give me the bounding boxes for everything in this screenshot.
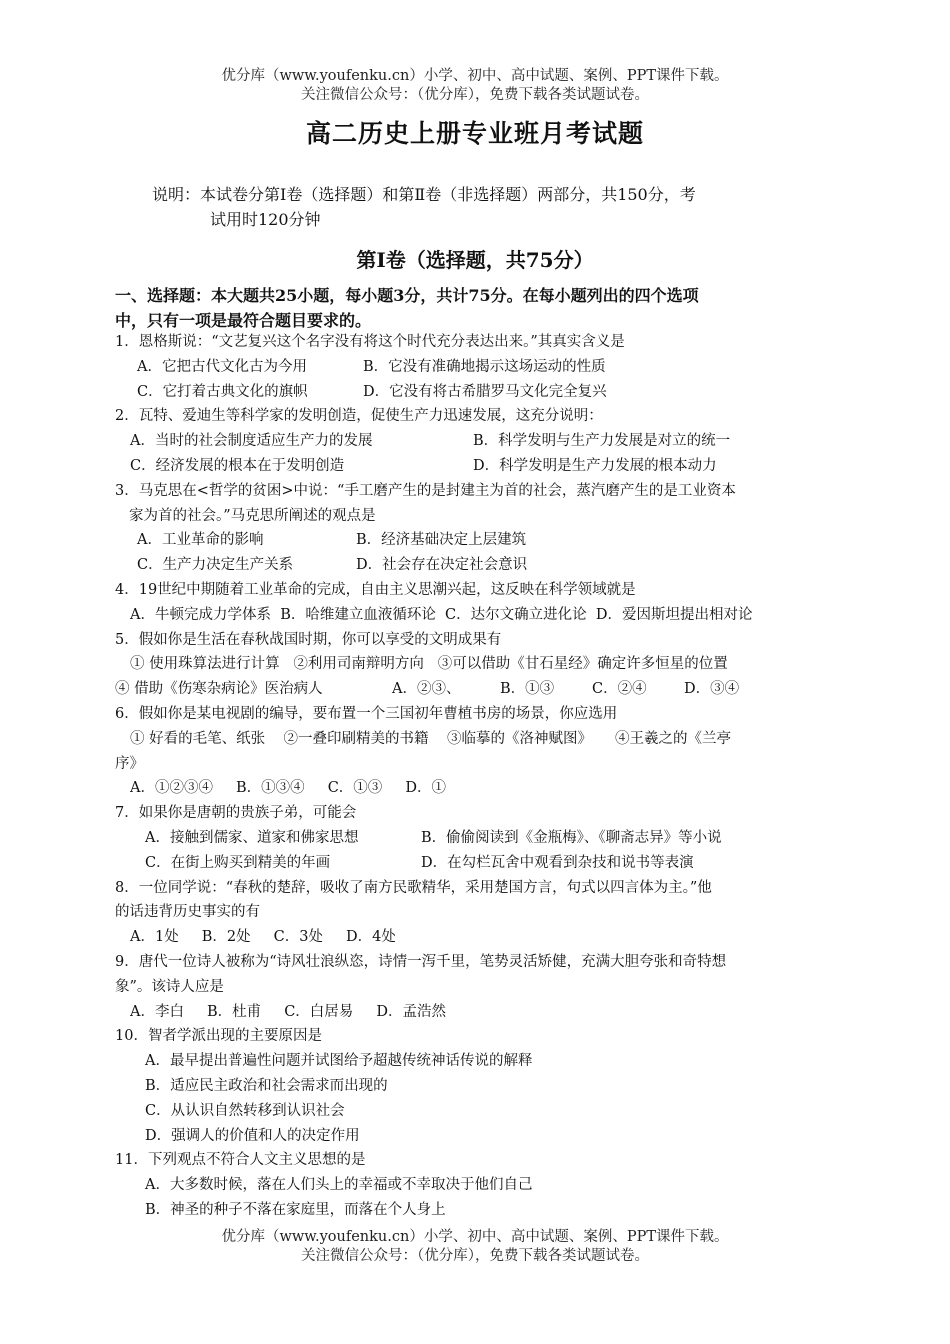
question-2-options-row-2 [115, 454, 850, 479]
question-5-items: ① 使用珠算法进行计算 ②利用司南辩明方向 ③可以借助《甘石星经》确定许多恒星的位置 [130, 656, 728, 673]
option-d: D．强调人的价值和人的决定作用 [145, 1127, 360, 1144]
option-d: D．在勾栏瓦舍中观看到杂技和说书等表演 [421, 854, 694, 871]
question-2-stem: 2．瓦特、爱迪生等科学家的发明创造，促使生产力迅速发展，这充分说明： [115, 408, 603, 425]
question-3-options-row-2 [115, 553, 850, 578]
question-4-options: A．牛顿完成力学体系 B．哈维建立血液循环论 C．达尔文确立进化论 D．爱因斯坦提出相对论 [130, 606, 753, 623]
footer-line-2: 关注微信公众号：（优分库），免费下载各类试题试卷。 [301, 1248, 649, 1264]
option-b: B．①③ [500, 681, 555, 698]
option-c: C．在街上购买到精美的年画 [145, 854, 331, 871]
option-a: A．大多数时候，落在人们头上的幸福或不幸取决于他们自己 [145, 1177, 533, 1194]
question-5-items-and-options [115, 677, 850, 702]
question-2-options-row-1 [115, 429, 850, 454]
question-list [115, 330, 850, 1223]
question-6-items: ① 好看的毛笔、纸张 ②一叠印刷精美的书籍 ③临摹的《洛神赋图》 ④王羲之的《兰亭 [130, 730, 732, 747]
exam-instructions [152, 182, 842, 232]
question-8-stem-line-1: 8．一位同学说：“春秋的楚辞，吸收了南方民歌精华，采用楚国方言，句式以四言体为主。”他 [115, 879, 712, 896]
option-d: D．社会存在决定社会意识 [356, 557, 528, 574]
option-b: B．适应民主政治和社会需求而出现的 [145, 1077, 388, 1094]
option-b: B．经济基础决定上层建筑 [356, 532, 527, 549]
option-a: A．接触到儒家、道家和佛家思想 [145, 829, 359, 846]
option-c: C．它打着古典文化的旗帜 [137, 383, 308, 400]
option-b: B．神圣的种子不落在家庭里，而落在个人身上 [145, 1201, 446, 1218]
instructions-line-2: 试用时120分钟 [210, 210, 321, 229]
question-7-stem: 7．如果你是唐朝的贵族子弟，可能会 [115, 805, 357, 822]
question-4-stem: 4．19世纪中期随着工业革命的完成，自由主义思潮兴起，这反映在科学领域就是 [115, 581, 636, 598]
question-1-stem: 1．恩格斯说：“文艺复兴这个名字没有将这个时代充分表达出来。”其真实含义是 [115, 334, 625, 350]
page-title: 高二历史上册专业班月考试题 [305, 119, 644, 148]
question-6-items-continued: 序》 [115, 755, 144, 772]
option-a: A．工业革命的影响 [137, 532, 264, 549]
section-description [115, 283, 845, 333]
option-c: C．经济发展的根本在于发明创造 [130, 457, 345, 474]
option-a: A．最早提出普遍性问题并试图给予超越传统神话传说的解释 [145, 1053, 533, 1070]
question-7-options-row-1 [115, 826, 850, 851]
question-7-options-row-2 [115, 851, 850, 876]
page-header [0, 67, 950, 105]
option-c: C．从认识自然转移到认识社会 [145, 1102, 345, 1119]
question-10-stem: 10．智者学派出现的主要原因是 [115, 1028, 322, 1045]
question-3-options-row-1 [115, 528, 850, 553]
question-3-stem-line-2: 家为首的社会。”马克思所阐述的观点是 [129, 507, 376, 524]
question-3-stem-line-1: 3．马克思在<哲学的贫困>中说：“手工磨产生的是封建主为首的社会，蒸汽磨产生的是工业资本 [115, 482, 736, 499]
question-9-options: A．李白 B．杜甫 C．白居易 D．孟浩然 [130, 1003, 446, 1020]
question-6-options: A．①②③④ B．①③④ C．①③ D．① [130, 780, 446, 797]
footer-line-1: 优分库（www.youfenku.cn）小学、初中、高中试题、案例、PPT课件下载。 [221, 1229, 729, 1245]
page-footer [0, 1228, 950, 1266]
question-11-stem: 11．下列观点不符合人文主义思想的是 [115, 1152, 366, 1169]
question-5-item-4: ④ 借助《伤寒杂病论》医治病人 [115, 681, 323, 698]
section-description-line-2: 中，只有一项是最符合题目要求的。 [115, 311, 372, 330]
question-5-stem: 5．假如你是生活在春秋战国时期，你可以享受的文明成果有 [115, 631, 502, 648]
option-d: D．科学发明是生产力发展的根本动力 [473, 457, 717, 474]
option-c: C．生产力决定生产关系 [137, 557, 294, 574]
option-a: A．②③、 [392, 681, 461, 698]
question-8-options: A．1处 B．2处 C．3处 D．4处 [130, 929, 396, 946]
section-description-line-1: 一、选择题：本大题共25小题，每小题3分，共计75分。在每小题列出的四个选项 [115, 286, 699, 305]
question-9-stem-line-2: 象”。该诗人应是 [115, 978, 224, 995]
option-d: D．它没有将古希腊罗马文化完全复兴 [363, 383, 607, 400]
question-9-stem-line-1: 9．唐代一位诗人被称为“诗风壮浪纵恣，诗情一泻千里，笔势灵活矫健，充满大胆夸张和奇特想 [115, 953, 727, 970]
option-a: A．它把古代文化古为今用 [137, 358, 307, 375]
instructions-line-1: 说明：本试卷分第Ⅰ卷（选择题）和第Ⅱ卷（非选择题）两部分，共150分，考 [152, 185, 696, 204]
question-8-stem-line-2: 的话违背历史事实的有 [115, 904, 260, 921]
option-a: A．当时的社会制度适应生产力的发展 [130, 433, 373, 450]
section-title: 第Ⅰ卷（选择题，共75分） [356, 248, 594, 272]
option-b: B．科学发明与生产力发展是对立的统一 [473, 433, 731, 450]
question-6-stem: 6．假如你是某电视剧的编导，要布置一个三国初年曹植书房的场景，你应选用 [115, 705, 618, 722]
question-1-options-row-1 [115, 355, 850, 380]
option-c: C．②④ [592, 681, 647, 698]
option-d: D．③④ [684, 681, 740, 698]
option-b: B．它没有准确地揭示这场运动的性质 [363, 358, 606, 375]
header-line-1: 优分库（www.youfenku.cn）小学、初中、高中试题、案例、PPT课件下载。 [221, 68, 729, 84]
option-b: B．偷偷阅读到《金瓶梅》、《聊斋志异》等小说 [421, 829, 722, 846]
question-1-options-row-2 [115, 380, 850, 405]
header-line-2: 关注微信公众号：（优分库），免费下载各类试题试卷。 [301, 87, 649, 103]
